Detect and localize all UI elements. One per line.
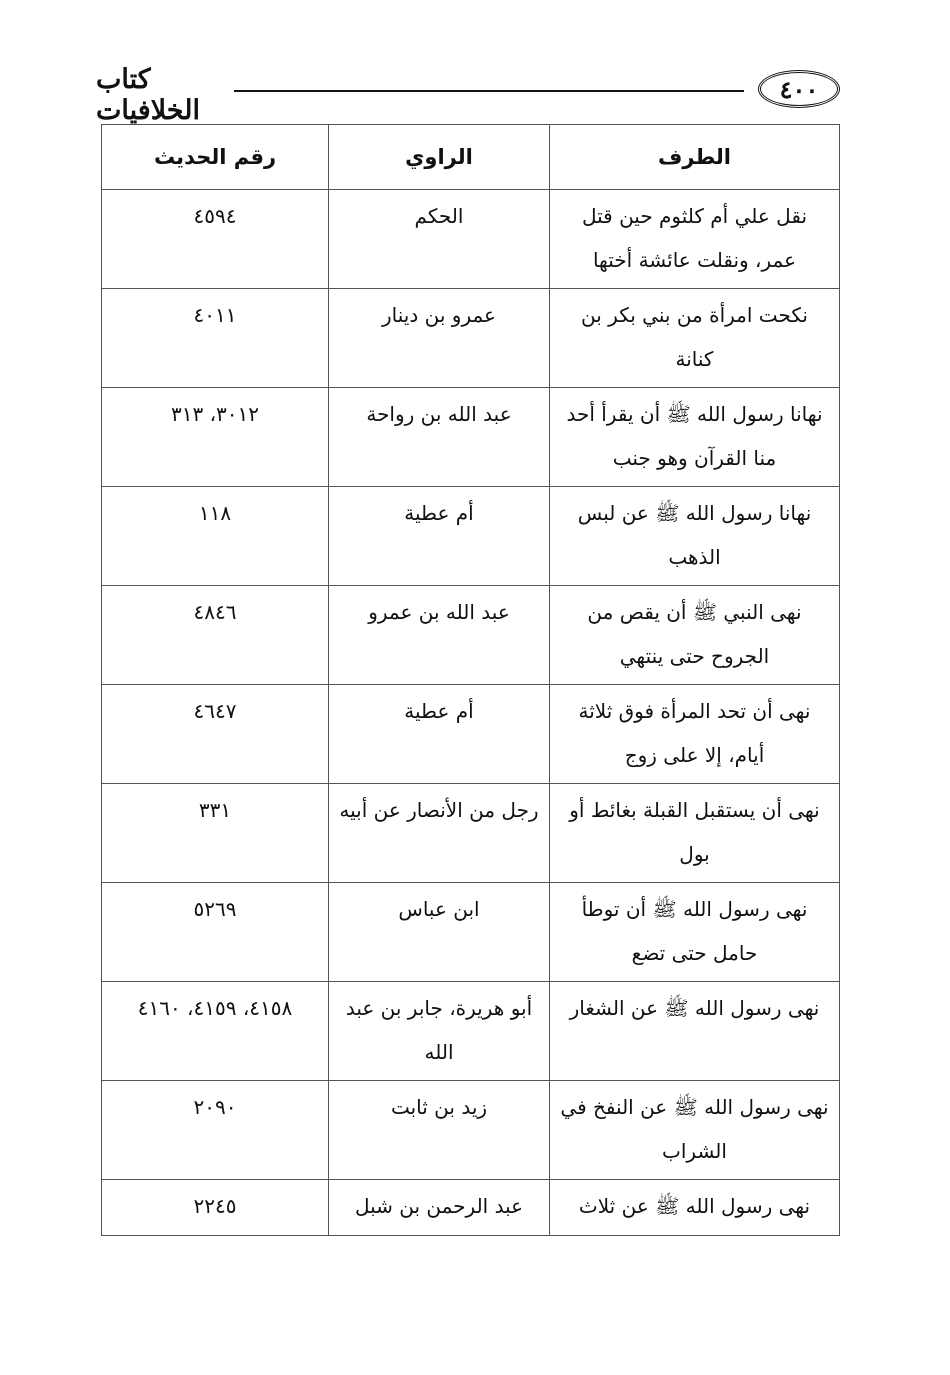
cell-rawi: عبد الله بن رواحة bbox=[329, 388, 550, 487]
cell-number: ٤٥٩٤ bbox=[102, 190, 329, 289]
cell-tarf: نهى رسول الله ﷺ عن ثلاث bbox=[550, 1180, 840, 1236]
cell-tarf: نهى رسول الله ﷺ عن النفخ في الشراب bbox=[550, 1081, 840, 1180]
cell-rawi: الحكم bbox=[329, 190, 550, 289]
page-header bbox=[96, 62, 840, 126]
table-row bbox=[102, 586, 840, 685]
cell-tarf: نقل علي أم كلثوم حين قتل عمر، ونقلت عائشة أختها bbox=[550, 190, 840, 289]
cell-number: ٣٠١٢، ٣١٣ bbox=[102, 388, 329, 487]
cell-number: ٢٢٤٥ bbox=[102, 1180, 329, 1236]
cell-tarf: نهانا رسول الله ﷺ عن لبس الذهب bbox=[550, 487, 840, 586]
cell-rawi: زيد بن ثابت bbox=[329, 1081, 550, 1180]
hadith-index-table bbox=[101, 124, 840, 1236]
cell-number: ٤٦٤٧ bbox=[102, 685, 329, 784]
table-row bbox=[102, 982, 840, 1081]
table-row bbox=[102, 487, 840, 586]
table-header-row bbox=[102, 125, 840, 190]
page-number: ٤٠٠ bbox=[758, 70, 840, 108]
cell-rawi: ابن عباس bbox=[329, 883, 550, 982]
table-row bbox=[102, 1180, 840, 1236]
column-header-tarf: الطرف bbox=[550, 125, 840, 190]
cell-number: ٥٢٦٩ bbox=[102, 883, 329, 982]
table-row bbox=[102, 190, 840, 289]
cell-number: ٤١٥٨، ٤١٥٩، ٤١٦٠ bbox=[102, 982, 329, 1081]
cell-rawi: عمرو بن دينار bbox=[329, 289, 550, 388]
cell-rawi: عبد الرحمن بن شبل bbox=[329, 1180, 550, 1236]
cell-tarf: نهانا رسول الله ﷺ أن يقرأ أحد منا القرآن وهو جنب bbox=[550, 388, 840, 487]
cell-tarf: نهى أن تحد المرأة فوق ثلاثة أيام، إلا على زوج bbox=[550, 685, 840, 784]
cell-tarf: نهى النبي ﷺ أن يقص من الجروح حتى ينتهي bbox=[550, 586, 840, 685]
table-row bbox=[102, 883, 840, 982]
cell-tarf: نكحت امرأة من بني بكر بن كنانة bbox=[550, 289, 840, 388]
table-row bbox=[102, 784, 840, 883]
table-row bbox=[102, 1081, 840, 1180]
cell-number: ٢٠٩٠ bbox=[102, 1081, 329, 1180]
cell-rawi: رجل من الأنصار عن أبيه bbox=[329, 784, 550, 883]
cell-number: ٤٨٤٦ bbox=[102, 586, 329, 685]
cell-rawi: أم عطية bbox=[329, 487, 550, 586]
cell-rawi: أم عطية bbox=[329, 685, 550, 784]
cell-rawi: أبو هريرة، جابر بن عبد الله bbox=[329, 982, 550, 1081]
cell-rawi: عبد الله بن عمرو bbox=[329, 586, 550, 685]
header-rule bbox=[234, 90, 744, 92]
cell-number: ٤٠١١ bbox=[102, 289, 329, 388]
column-header-number: رقم الحديث bbox=[102, 125, 329, 190]
cell-number: ٣٣١ bbox=[102, 784, 329, 883]
column-header-rawi: الراوي bbox=[329, 125, 550, 190]
table-row bbox=[102, 289, 840, 388]
table-row bbox=[102, 685, 840, 784]
cell-number: ١١٨ bbox=[102, 487, 329, 586]
cell-tarf: نهى رسول الله ﷺ أن توطأ حامل حتى تضع bbox=[550, 883, 840, 982]
table-row bbox=[102, 388, 840, 487]
cell-tarf: نهى رسول الله ﷺ عن الشغار bbox=[550, 982, 840, 1081]
book-title: كتاب الخلافيات bbox=[96, 64, 200, 126]
cell-tarf: نهى أن يستقبل القبلة بغائط أو بول bbox=[550, 784, 840, 883]
